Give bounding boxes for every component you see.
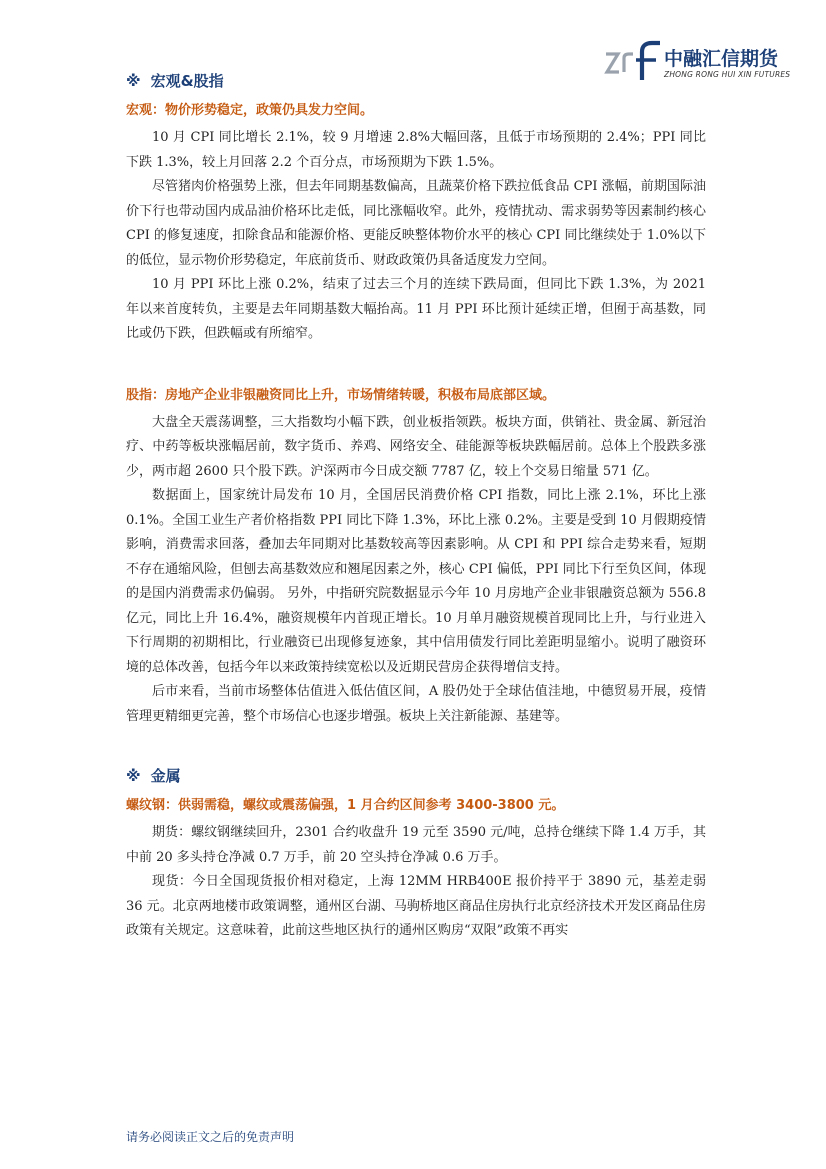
paragraph: 数据面上，国家统计局发布 10 月，全国居民消费价格 CPI 指数，同比上涨 2.1%，环比上涨 0.1%。全国工业生产者价格指数 PPI 同比下降 1.3%，环比上涨 0.2%。主要是受到 10 月假期疫情影响，消费需求回落，叠加去年同期对比基数较高等因素影响。从 CPI 和 PPI 综合走势来看，短期不存在通缩风险，但刨去高基数效应和翘尾因素之外，核心 CPI 偏低，PPI 同比下行至负区间，体现的是国内消费需求仍偏弱。 另外，中指研究院数据显示今年 10 月房地产企业非银融资总额为 556.8 亿元，同比上升 16.4%，融资规模年内首现正增长。10 月单月融资规模首现同比上升，与行业进入下行周期的初期相比，行业融资已出现修复迹象，其中信用债发行同比差距明显缩小。说明了融资环境的总体改善，包括今年以来政策持续宽松以及近期民营房企获得增信支持。 xyxy=(126,488,706,675)
section-title-text: 金属 xyxy=(150,767,181,785)
paragraph: 尽管猪肉价格强势上涨，但去年同期基数偏高，且蔬菜价格下跌拉低食品 CPI 涨幅，前期国际油价下行也带动国内成品油价格环比走低，同比涨幅收窄。此外，疫情扰动、需求弱势等因素制约核心 CPI 的修复速度，扣除食品和能源价格、更能反映整体物价水平的核心 CPI 同比继续处于 1.0%以下的低位，显示物价形势稳定，年底前货币、财政政策仍具备适度发力空间。 xyxy=(126,179,706,268)
subheading-rebar: 螺纹钢：供弱需稳，螺纹或震荡偏强，1 月合约区间参考 3400-3800 元。 xyxy=(126,798,565,813)
paragraph: 大盘全天震荡调整，三大指数均小幅下跌，创业板指领跌。板块方面，供销社、贵金属、新冠治疗、中药等板块涨幅居前，数字货币、养鸡、网络安全、硅能源等板块跌幅居前。总体上个股跌多涨少，两市超 2600 只个股下跌。沪深两市今日成交额 7787 亿，较上个交易日缩量 571 亿。 xyxy=(126,414,706,479)
spacer xyxy=(126,729,706,761)
paragraph: 现货：今日全国现货报价相对稳定，上海 12MM HRB400E 报价持平于 3890 元，基差走弱 36 元。北京两地楼市政策调整，通州区台湖、马驹桥地区商品住房执行北京经济技术开发区商品住房政策有关规定。这意味着，此前这些地区执行的通州区购房“双限”政策不再实 xyxy=(126,874,706,938)
paragraph: 期货：螺纹钢继续回升，2301 合约收盘升 19 元至 3590 元/吨，总持仓继续下降 1.4 万手，其中前 20 多头持仓净减 0.7 万手，前 20 空头持仓净减 0.6 万手。 xyxy=(126,825,706,865)
logo-name-cn: 中融汇信期货 xyxy=(664,48,779,70)
report-body xyxy=(126,66,706,944)
section-title-metals xyxy=(126,761,706,791)
spacer xyxy=(126,347,706,381)
paragraph: 10 月 CPI 同比增长 2.1%，较 9 月增速 2.8%大幅回落，且低于市场预期的 2.4%；PPI 同比下跌 1.3%，较上月回落 2.2 个百分点，市场预期为下跌 1.5%。 xyxy=(126,130,706,170)
section-title-macro xyxy=(126,66,706,96)
disclaimer-footer: 请务必阅读正文之后的免责声明 xyxy=(126,1130,295,1144)
section-title-text: 宏观&股指 xyxy=(150,72,224,90)
paragraph: 后市来看，当前市场整体估值进入低估值区间，A 股仍处于全球估值洼地，中德贸易开展，疫情管理更精细更完善，整个市场信心也逐步增强。板块上关注新能源、基建等。 xyxy=(126,684,706,724)
logo-name-en: ZHONG RONG HUI XIN FUTURES xyxy=(664,70,791,79)
subheading-macro: 宏观：物价形势稳定，政策仍具发力空间。 xyxy=(126,103,374,118)
reference-mark-icon: ※ xyxy=(126,767,141,785)
subheading-index: 股指：房地产企业非银融资同比上升，市场情绪转暖，积极布局底部区域。 xyxy=(126,387,556,403)
reference-mark-icon: ※ xyxy=(126,72,141,90)
paragraph: 10 月 PPI 环比上涨 0.2%，结束了过去三个月的连续下跌局面，但同比下跌 1.3%，为 2021 年以来首度转负，主要是去年同期基数大幅抬高。11 月 PPI 环比预计延续正增，但囿于高基数，同比或仍下跌，但跌幅或有所缩窄。 xyxy=(126,277,706,341)
